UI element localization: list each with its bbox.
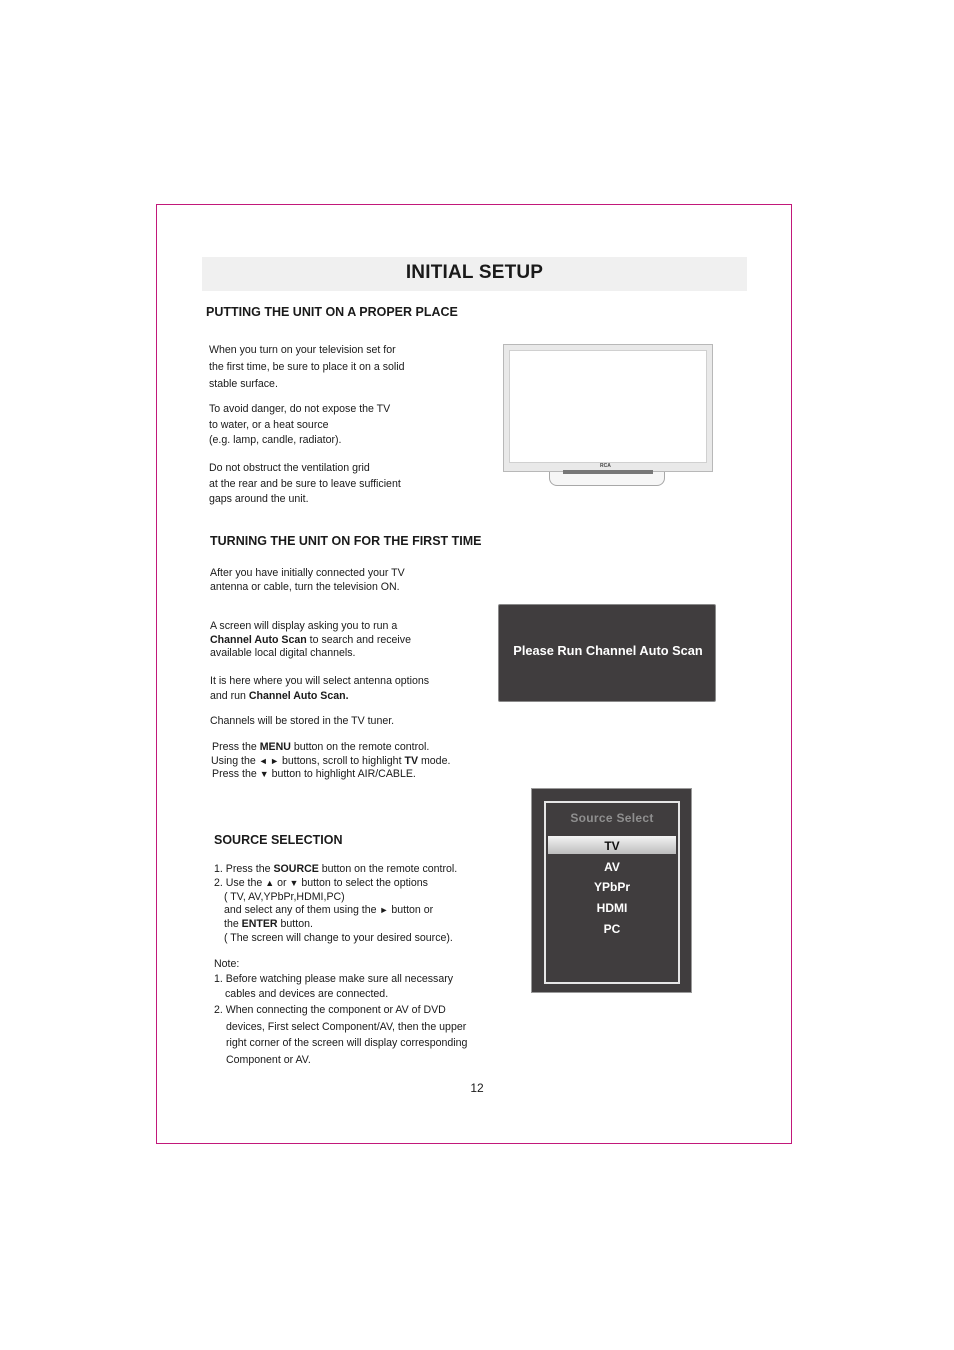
tv-screen (509, 350, 707, 463)
first-time-para-2 (210, 620, 411, 661)
text-span: the (224, 918, 242, 931)
text-line: devices, First select Component/AV, then the upper (226, 1020, 467, 1033)
text-line (214, 904, 457, 918)
text-span: mode. (418, 754, 451, 767)
text-line: 2. When connecting the component or AV of DVD (214, 1004, 446, 1016)
text-line (214, 863, 457, 877)
text-line: Component or AV. (226, 1053, 311, 1066)
text-line: at the rear and be sure to leave sufficient (209, 477, 401, 490)
left-right-arrows-icon: ◄ ► (258, 755, 280, 766)
text-span: 2. Use the (214, 876, 266, 889)
right-arrow-icon: ► (379, 905, 389, 916)
text-line: stable surface. (209, 378, 278, 390)
text-line: When you turn on your television set for (209, 344, 396, 356)
text-line: the first time, be sure to place it on a solid (209, 361, 405, 373)
source-notes-2 (214, 1002, 467, 1068)
text-span: button to highlight AIR/CABLE. (268, 768, 416, 780)
heading-first-time: TURNING THE UNIT ON FOR THE FIRST TIME (210, 534, 482, 548)
text-span: button to select the options (298, 876, 428, 889)
text-span: button. (277, 918, 313, 931)
text-line (211, 755, 450, 769)
placement-para-1 (209, 342, 405, 393)
source-option-ypbpr: YPbPr (593, 880, 630, 894)
tv-stand-bar (563, 470, 653, 474)
text-line: ( TV, AV,YPbPr,HDMI,PC) (224, 890, 345, 903)
source-select-menu (544, 801, 680, 984)
text-line: available local digital channels. (210, 647, 356, 659)
text-line (212, 768, 450, 782)
source-select-screen (531, 788, 692, 993)
first-time-para-1 (210, 566, 405, 594)
first-time-para-4: Channels will be stored in the TV tuner. (210, 715, 395, 727)
text-line (212, 741, 450, 755)
text-line: cables and devices are connected. (225, 988, 389, 1001)
page-number: 12 (470, 1081, 484, 1095)
text-line: A screen will display asking you to run a (210, 620, 398, 632)
text-line: 1. Before watching please make sure all necessary (214, 973, 454, 986)
placement-para-3 (209, 461, 401, 508)
source-option-av: AV (604, 860, 620, 874)
bold-text: TV (404, 754, 419, 767)
text-span: button or (388, 904, 434, 917)
bold-text: ENTER (241, 918, 278, 931)
bold-text: Channel Auto Scan (210, 633, 307, 646)
text-line (214, 877, 457, 891)
text-line: right corner of the screen will display corresponding (226, 1037, 468, 1049)
text-line: gaps around the unit. (209, 493, 309, 505)
tv-logo: RCA (600, 463, 611, 469)
bold-text: MENU (259, 741, 291, 753)
auto-scan-message: Please Run Channel Auto Scan (513, 643, 703, 658)
auto-scan-screen (498, 604, 716, 702)
source-option-tv: TV (548, 836, 676, 854)
bold-text: SOURCE (273, 863, 319, 875)
text-line: It is here where you will select antenna options (210, 675, 430, 687)
text-line: antenna or cable, turn the television ON. (210, 581, 400, 593)
text-span: button on the remote control. (290, 741, 430, 753)
down-arrow-icon: ▼ (259, 769, 269, 779)
text-span: Press the (212, 741, 260, 753)
text-line: to water, or a heat source (209, 418, 329, 431)
text-line: Do not obstruct the ventilation grid (209, 462, 370, 474)
first-time-para-3 (210, 674, 429, 704)
up-arrow-icon: ▲ (265, 877, 275, 888)
source-option-hdmi: HDMI (596, 901, 628, 915)
text-line: (e.g. lamp, candle, radiator). (209, 434, 342, 446)
source-steps (214, 863, 457, 946)
source-option-pc: PC (603, 922, 621, 936)
text-span: Using the (211, 754, 259, 767)
text-span: or (274, 876, 290, 889)
text-line (214, 918, 457, 932)
text-line (210, 689, 429, 704)
tv-stand (549, 472, 665, 486)
text-line: ( The screen will change to your desired source). (224, 931, 453, 944)
heading-placement: PUTTING THE UNIT ON A PROPER PLACE (206, 305, 458, 319)
bold-text: Channel Auto Scan. (248, 690, 349, 702)
heading-source: SOURCE SELECTION (214, 833, 343, 847)
source-select-title: Source Select (570, 811, 654, 825)
note-label: Note: (214, 958, 240, 970)
page-title: INITIAL SETUP (405, 262, 544, 283)
source-notes (214, 957, 453, 1003)
text-span: 1. Press the (214, 863, 274, 875)
text-span: buttons, scroll to highlight (279, 754, 405, 767)
text-line: To avoid danger, do not expose the TV (209, 403, 391, 415)
text-span: Press the (212, 768, 260, 780)
down-arrow-icon: ▼ (289, 877, 299, 888)
text-line (210, 634, 411, 648)
tv-body (503, 344, 713, 472)
text-span: button on the remote control. (318, 863, 458, 875)
first-time-para-5 (212, 741, 450, 782)
placement-para-2 (209, 402, 390, 449)
text-line: After you have initially connected your TV (210, 567, 405, 579)
tv-illustration (503, 344, 713, 474)
text-span: to search and receive (306, 633, 411, 646)
text-span: and select any of them using the (224, 904, 380, 917)
text-span: and run (210, 690, 249, 702)
